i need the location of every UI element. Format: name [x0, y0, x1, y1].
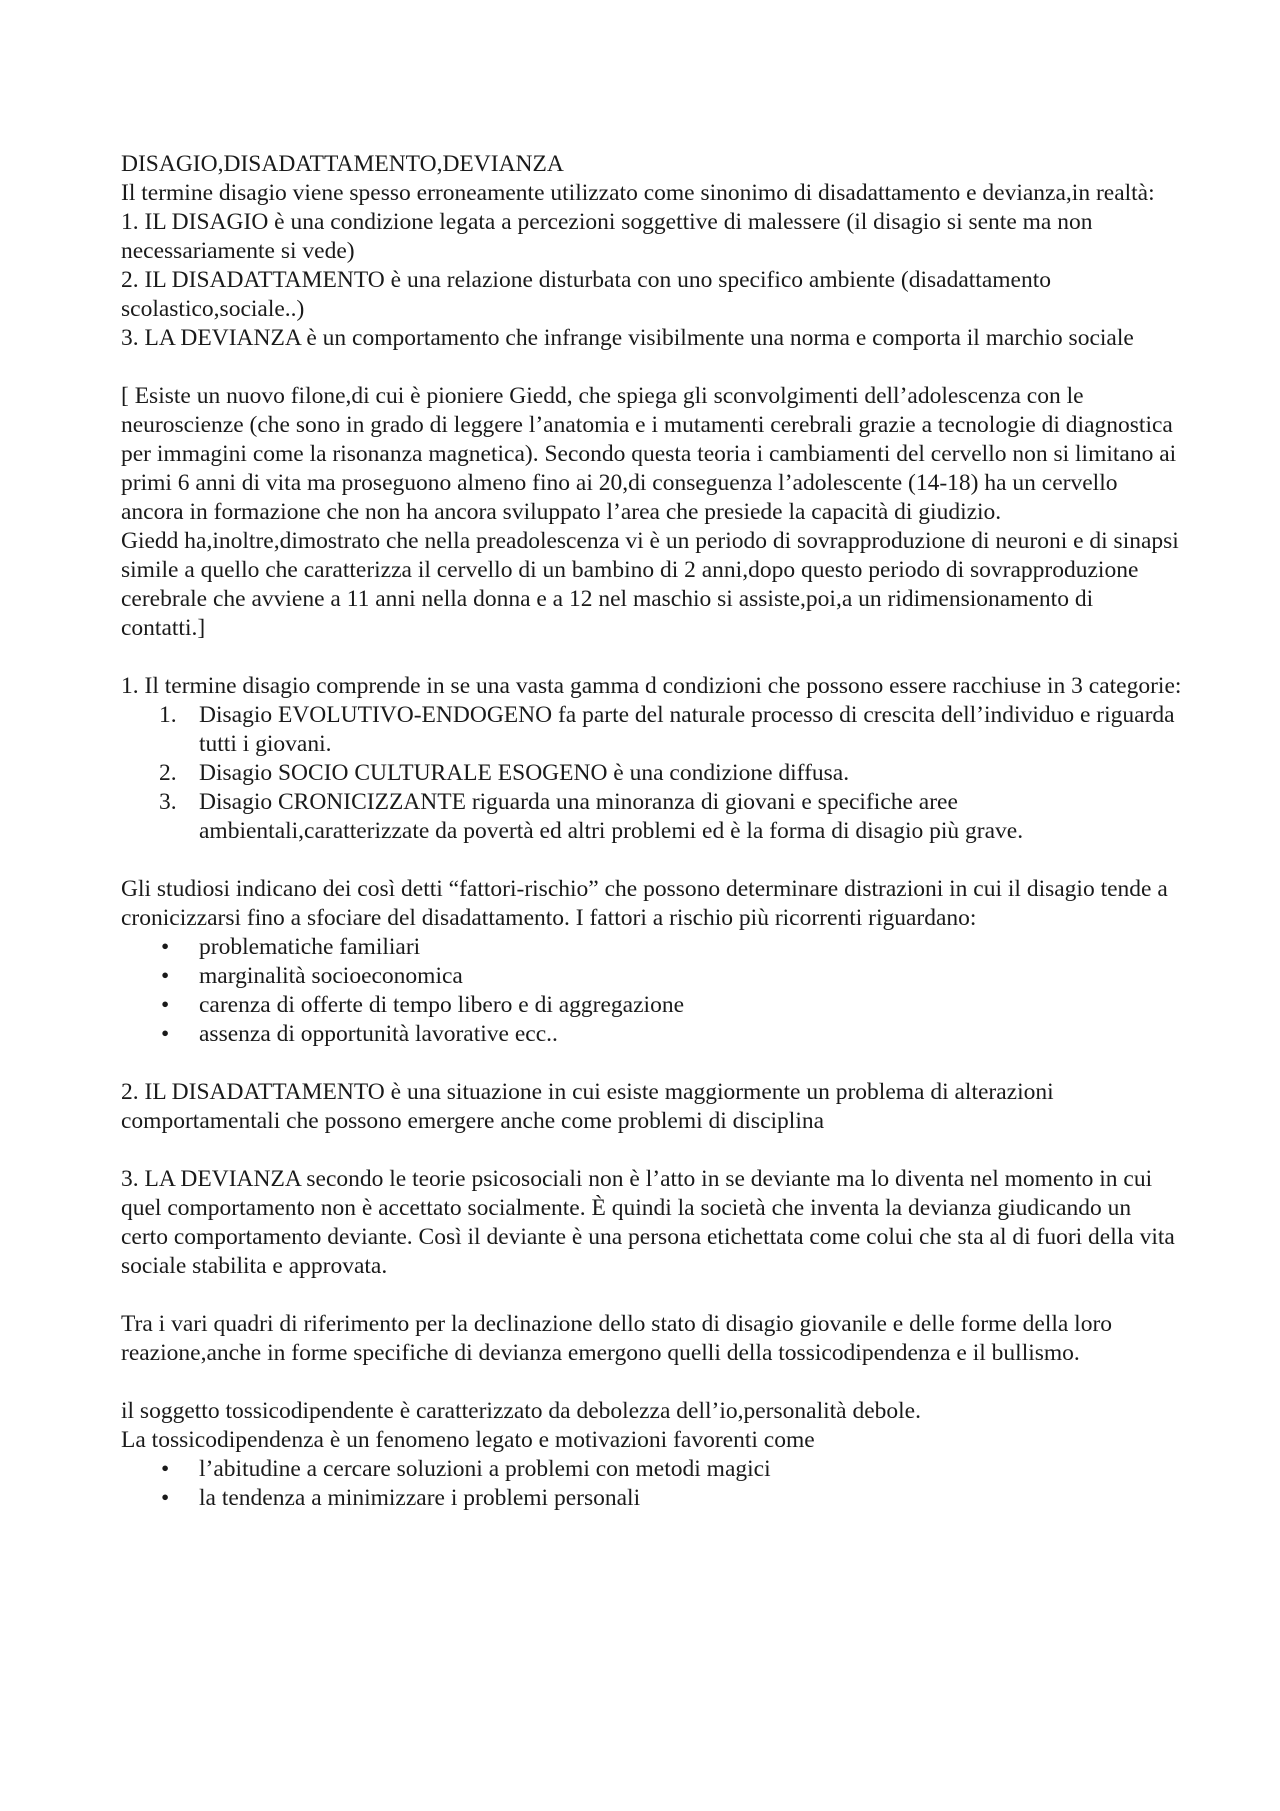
- definition-disadattamento: 2. IL DISADATTAMENTO è una relazione disturbata con uno specifico ambiente (disadattamento scolastico,sociale..): [121, 267, 1052, 322]
- definition-disagio: 1. IL DISAGIO è una condizione legata a percezioni soggettive di malessere (il disagio si sente ma non necessariamente si vede): [121, 209, 1093, 264]
- bullet-icon: •: [161, 934, 170, 960]
- tossicodipendente-line: il soggetto tossicodipendente è caratterizzato da debolezza dell’io,personalità debole.: [121, 1398, 921, 1424]
- list-item-text: la tendenza a minimizzare i problemi personali: [199, 1485, 641, 1511]
- list-item-text: Disagio SOCIO CULTURALE ESOGENO è una condizione diffusa.: [199, 760, 850, 786]
- disadattamento-paragraph: 2. IL DISADATTAMENTO è una situazione in cui esiste maggiormente un problema di alterazioni comportamentali che possono emergere anche come problemi di disciplina: [121, 1079, 1054, 1134]
- list-item: [121, 759, 1183, 788]
- list-item: [121, 962, 1183, 991]
- bullet-icon: •: [161, 963, 170, 989]
- list-item: [121, 1455, 1183, 1484]
- list-item-text: marginalità socioeconomica: [199, 963, 463, 989]
- list-item: [121, 1020, 1183, 1049]
- list-item: [121, 991, 1183, 1020]
- bullet-icon: •: [161, 992, 170, 1018]
- list-item-text: assenza di opportunità lavorative ecc..: [199, 1021, 558, 1047]
- blank-line: [121, 643, 1183, 672]
- bullet-icon: •: [161, 1485, 170, 1511]
- fattori-rischio-list: [121, 933, 1183, 1049]
- devianza-paragraph: 3. LA DEVIANZA secondo le teorie psicosociali non è l’atto in se deviante ma lo diventa nel momento in cui quel comportamento non è accettato socialmente. È quindi la società che inventa la devianza giudicando un certo comportamento deviante. Così il deviante è una persona etichettata come colui che sta al di fuori della vita sociale stabilita e approvata.: [121, 1166, 1175, 1279]
- list-item-text: Disagio CRONICIZZANTE riguarda una minoranza di giovani e specifiche aree ambientali,caratterizzate da povertà ed altri problemi ed è la forma di disagio più grave.: [199, 789, 1024, 844]
- document-title: DISAGIO,DISADATTAMENTO,DEVIANZA: [121, 151, 564, 177]
- fattori-rischio-intro: Gli studiosi indicano dei così detti “fattori-rischio” che possono determinare distrazioni in cui il disagio tende a cronicizzarsi fino a sfociare del disadattamento. I fattori a rischio più ricorrenti riguardano:: [121, 876, 1168, 931]
- tossicodipendenza-line: La tossicodipendenza è un fenomeno legato e motivazioni favorenti come: [121, 1427, 815, 1453]
- blank-line: [121, 1368, 1183, 1397]
- list-item: [121, 1484, 1183, 1513]
- bullet-icon: •: [161, 1456, 170, 1482]
- bullet-icon: •: [161, 1021, 170, 1047]
- intro-paragraph: Il termine disagio viene spesso erroneamente utilizzato come sinonimo di disadattamento e devianza,in realtà:: [121, 180, 1155, 206]
- quadri-paragraph: Tra i vari quadri di riferimento per la declinazione dello stato di disagio giovanile e delle forme della loro reazione,anche in forme specifiche di devianza emergono quelli della tossicodipendenza e il bullismo.: [121, 1311, 1113, 1366]
- list-number: 3.: [159, 789, 177, 815]
- list-item: [121, 788, 1183, 846]
- blank-line: [121, 1049, 1183, 1078]
- document-page: [121, 150, 1183, 1513]
- definition-devianza: 3. LA DEVIANZA è un comportamento che infrange visibilmente una norma e comporta il marchio sociale: [121, 325, 1134, 351]
- blank-line: [121, 1281, 1183, 1310]
- disagio-intro: 1. Il termine disagio comprende in se una vasta gamma d condizioni che possono essere racchiuse in 3 categorie:: [121, 673, 1182, 699]
- giedd-paragraph-2: Giedd ha,inoltre,dimostrato che nella preadolescenza vi è un periodo di sovrapproduzione di neuroni e di sinapsi simile a quello che caratterizza il cervello di un bambino di 2 anni,dopo questo periodo di sovrapproduzione cerebrale che avviene a 11 anni nella donna e a 12 nel maschio si assiste,poi,a un ridimensionamento di contatti.]: [121, 528, 1179, 641]
- giedd-paragraph: [ Esiste un nuovo filone,di cui è pioniere Giedd, che spiega gli sconvolgimenti dell’adolescenza con le neuroscienze (che sono in grado di leggere l’anatomia e i mutamenti cerebrali grazie a tecnologie di diagnostica per immagini come la risonanza magnetica). Secondo questa teoria i cambiamenti del cervello non si limitano ai primi 6 anni di vita ma proseguono almeno fino ai 20,di conseguenza l’adolescente (14-18) ha un cervello ancora in formazione che non ha ancora sviluppato l’area che presiede la capacità di giudizio.: [121, 383, 1177, 525]
- motivazioni-list: [121, 1455, 1183, 1513]
- blank-line: [121, 353, 1183, 382]
- list-item-text: Disagio EVOLUTIVO-ENDOGENO fa parte del naturale processo di crescita dell’individuo e riguarda tutti i giovani.: [199, 702, 1175, 757]
- list-item-text: problematiche familiari: [199, 934, 421, 960]
- blank-line: [121, 1136, 1183, 1165]
- list-item: [121, 701, 1183, 759]
- disagio-categories-list: [121, 701, 1183, 846]
- list-item: [121, 933, 1183, 962]
- list-item-text: carenza di offerte di tempo libero e di aggregazione: [199, 992, 684, 1018]
- list-number: 2.: [159, 760, 177, 786]
- list-number: 1.: [159, 702, 177, 728]
- blank-line: [121, 846, 1183, 875]
- list-item-text: l’abitudine a cercare soluzioni a problemi con metodi magici: [199, 1456, 771, 1482]
